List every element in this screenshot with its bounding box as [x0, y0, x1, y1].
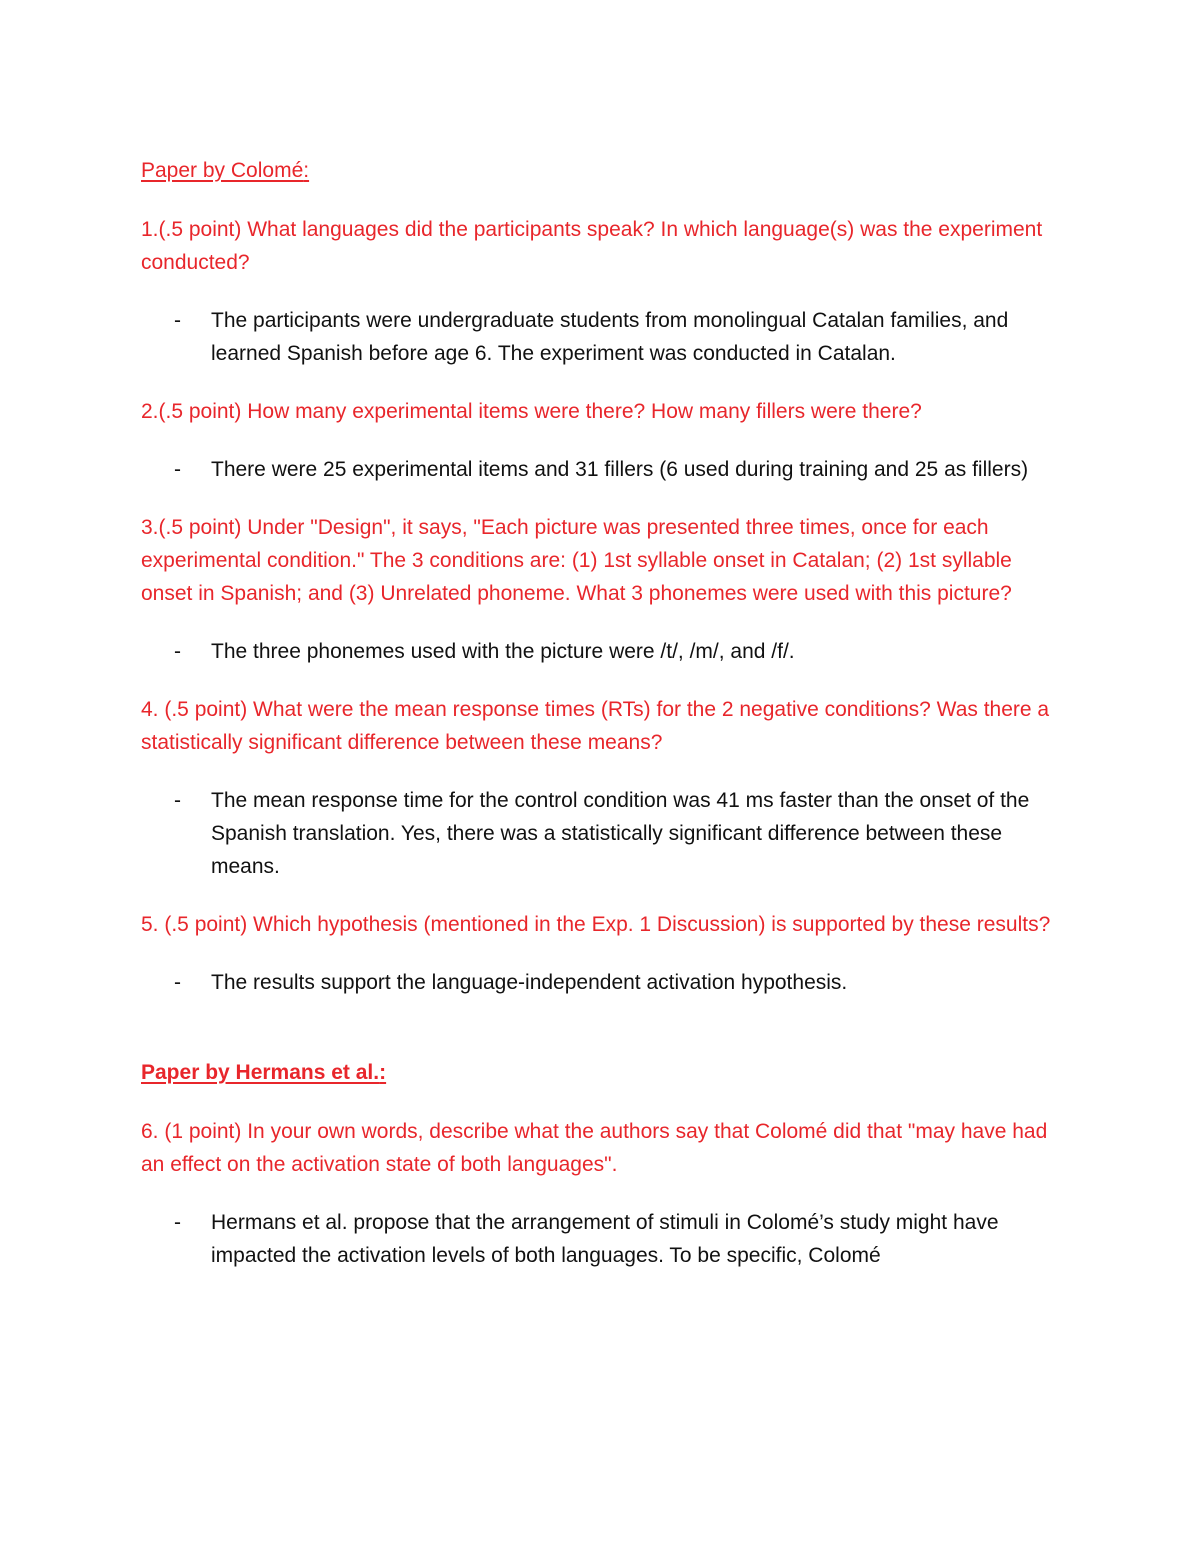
question-3: 3.(.5 point) Under "Design", it says, "Each picture was presented three times, once for each experimental condition." The 3 conditions are: (1) 1st syllable onset in Catalan; (2) 1st syllable onset in Spanish; and (3) Unrelated phoneme. What 3 phonemes were used with this picture? [141, 516, 1012, 605]
section-heading-hermans [141, 1057, 1066, 1089]
answer-text: There were 25 experimental items and 31 fillers (6 used during training and 25 as fillers) [211, 458, 1029, 481]
section-heading-colon: : [303, 159, 310, 182]
bullet-dash: - [174, 1211, 181, 1234]
answer-text: The three phonemes used with the picture were /t/, /m/, and /f/. [211, 640, 795, 663]
answer-5 [141, 966, 1066, 999]
question-5: 5. (.5 point) Which hypothesis (mentioned in the Exp. 1 Discussion) is supported by these results? [141, 913, 1051, 936]
answer-4 [141, 784, 1066, 883]
answer-text: The results support the language-independent activation hypothesis. [211, 971, 848, 994]
section-heading-colome [141, 155, 1066, 187]
answer-6 [141, 1206, 1066, 1272]
answer-1 [141, 304, 1066, 370]
bullet-dash: - [174, 971, 181, 994]
answer-3 [141, 635, 1066, 668]
answer-2 [141, 453, 1066, 486]
answer-text: The mean response time for the control condition was 41 ms faster than the onset of the Spanish translation. Yes, there was a statistically significant difference between these means. [211, 789, 1030, 878]
section-heading-text: Paper by Hermans et al. [141, 1061, 380, 1084]
bullet-dash: - [174, 789, 181, 812]
question-6: 6. (1 point) In your own words, describe what the authors say that Colomé did that "may have had an effect on the activation state of both languages". [141, 1120, 1048, 1176]
question-4: 4. (.5 point) What were the mean response times (RTs) for the 2 negative conditions? Was there a statistically significant difference between these means? [141, 698, 1050, 754]
bullet-dash: - [174, 640, 181, 663]
section-heading-colon: : [379, 1061, 387, 1084]
bullet-dash: - [174, 309, 181, 332]
section-heading-text: Paper by Colomé [141, 159, 304, 182]
question-2: 2.(.5 point) How many experimental items were there? How many fillers were there? [141, 400, 922, 423]
answer-text: The participants were undergraduate students from monolingual Catalan families, and learned Spanish before age 6. The experiment was conducted in Catalan. [211, 309, 1009, 365]
document-body [141, 155, 1066, 1272]
question-1: 1.(.5 point) What languages did the participants speak? In which language(s) was the experiment conducted? [141, 218, 1043, 274]
bullet-dash: - [174, 458, 181, 481]
answer-text: Hermans et al. propose that the arrangement of stimuli in Colomé’s study might have impacted the activation levels of both languages. To be specific, Colomé [211, 1211, 999, 1267]
